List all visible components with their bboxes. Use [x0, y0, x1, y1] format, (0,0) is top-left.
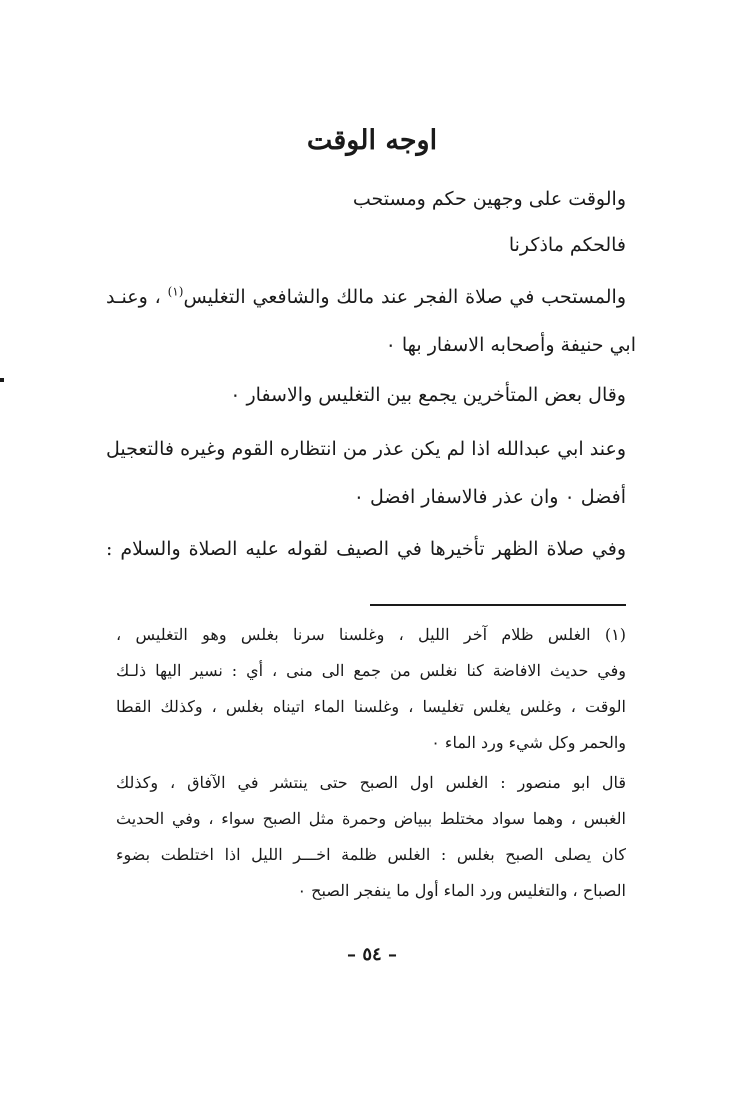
margin-mark	[0, 378, 4, 382]
page-number: – ٥٤ –	[347, 944, 397, 965]
page-title: اوجه الوقت	[306, 125, 438, 156]
body-line-5: وقال بعض المتأخرين يجمع بين التغليس والاسفار ٠	[230, 384, 626, 406]
footnote-line-1: (١) الغلس ظلام آخر الليل ، وغلسنا سرنا بغلس وهو التغليس ،	[116, 625, 626, 644]
footnote-line-4: والحمر وكل شيء ورد الماء ٠	[431, 733, 626, 752]
body-line-3	[106, 284, 626, 310]
footnote-line-6: الغبس ، وهما سواد مختلط ببياض وحمرة مثل الصبح سواء ، وفي الحديث	[116, 809, 626, 828]
body-line-3-text: والمستحب في صلاة الفجر عند مالك والشافعي التغليس	[183, 286, 626, 308]
body-line-8: وفي صلاة الظهر تأخيرها في الصيف لقوله عليه الصلاة والسلام :	[106, 538, 626, 560]
footnote-ref: (١)	[167, 284, 184, 299]
footnote-separator	[370, 604, 626, 606]
body-line-2: فالحكم ماذكرنا	[508, 234, 626, 256]
footnote-line-5: قال ابو منصور : الغلس اول الصبح حتى ينتشر في الآفاق ، وكذلك	[116, 773, 626, 792]
body-line-1: والوقت على وجهين حكم ومستحب	[352, 188, 626, 210]
body-line-6: وعند ابي عبدالله اذا لم يكن عذر من انتظاره القوم وغيره فالتعجيل	[106, 438, 626, 460]
body-line-7: أفضل ٠ وان عذر فالاسفار افضل ٠	[353, 486, 626, 508]
footnote-line-8: الصباح ، والتغليس ورد الماء أول ما ينفجر الصبح ٠	[297, 881, 626, 900]
body-line-4: ابي حنيفة وأصحابه الاسفار بها ٠	[385, 334, 636, 356]
footnote-line-3: الوقت ، وغلس يغلس تغليسا ، وغلسنا الماء اتيناه بغلس ، وكذلك القطا	[116, 697, 626, 716]
footnote-line-2: وفي حديث الافاضة كنا نغلس من جمع الى منى ، أي : نسير اليها ذلـك	[116, 661, 626, 680]
footnote-line-7: كان يصلى الصبح بغلس : الغلس ظلمة اخـــر الليل اذا اختلطت بضوء	[116, 845, 626, 864]
body-line-3-end: ، وعنـد	[106, 286, 168, 308]
